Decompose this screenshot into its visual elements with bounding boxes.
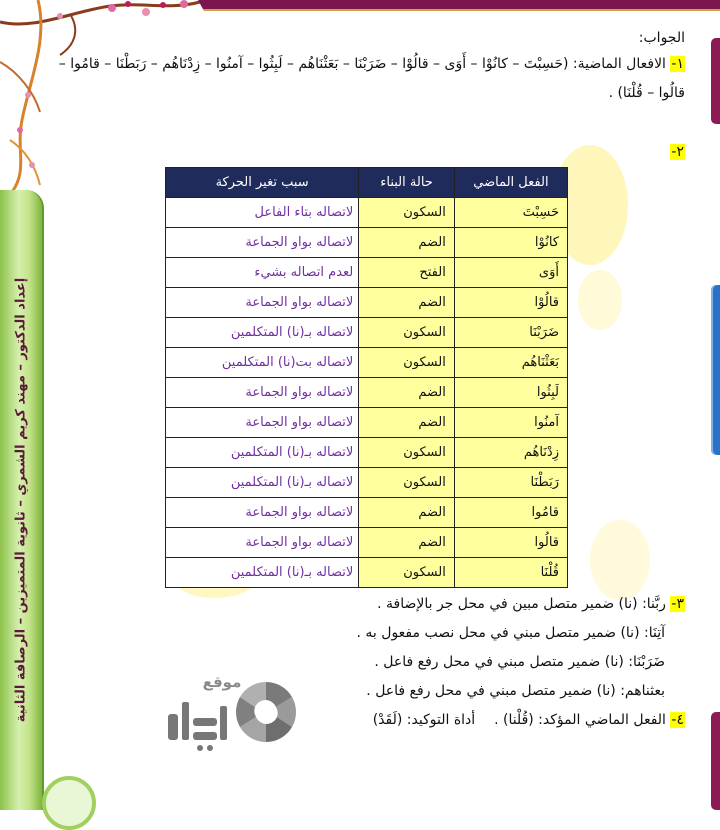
table-header-row bbox=[166, 168, 568, 198]
header-state: حالة البناء bbox=[359, 168, 455, 198]
table-cell-state: السكون bbox=[359, 318, 455, 348]
table-cell-verb: قالُوا bbox=[454, 528, 567, 558]
table-cell-reason: لاتصاله بت(نا) المتكلمين bbox=[166, 348, 359, 378]
table-row bbox=[166, 528, 568, 558]
table-cell-state: السكون bbox=[359, 348, 455, 378]
table-cell-state: السكون bbox=[359, 468, 455, 498]
table-cell-state: الفتح bbox=[359, 258, 455, 288]
table-cell-verb: لَبِثُوا bbox=[454, 378, 567, 408]
table-cell-state: الضم bbox=[359, 498, 455, 528]
table-cell-verb: حَسِبْتَ bbox=[454, 198, 567, 228]
question-2 bbox=[45, 140, 685, 164]
question-1-text: الافعال الماضية: (حَسِبْتَ – كانُوْا – أَوَى – قالُوْا – ضَرَبْنَا – بَعَثْنَاهُم – لَبِثُوا – آمنُوا – زِدْنَاهُم – رَبَطْنَا – قامُوا – قالُوا – قُلْنَا) . bbox=[58, 56, 685, 101]
side-tab-blue bbox=[711, 285, 720, 455]
question-number: ٤- bbox=[671, 712, 684, 728]
credit-banner bbox=[0, 190, 44, 810]
table-cell-reason: لاتصاله بواو الجماعة bbox=[166, 498, 359, 528]
table-cell-verb: زِدْنَاهُم bbox=[454, 438, 567, 468]
table-cell-verb: رَبَطْنَا bbox=[454, 468, 567, 498]
question-3 bbox=[45, 590, 685, 735]
table-row bbox=[166, 258, 568, 288]
circle-badge-icon bbox=[42, 776, 96, 830]
table-cell-verb: ضَرَبْنَا bbox=[454, 318, 567, 348]
question-3-line: آتِنَا: (نا) ضمير متصل مبني في محل نصب مفعول به . bbox=[356, 625, 665, 641]
question-3-line: بعثناهم: (نا) ضمير متصل مبني في محل رفع فاعل . bbox=[366, 683, 665, 699]
table-cell-state: الضم bbox=[359, 378, 455, 408]
table-cell-state: السكون bbox=[359, 558, 455, 588]
question-3-line bbox=[45, 590, 685, 619]
table-cell-reason: لاتصاله بواو الجماعة bbox=[166, 378, 359, 408]
table-cell-verb: قامُوا bbox=[454, 498, 567, 528]
table-cell-verb: أَوَى bbox=[454, 258, 567, 288]
table-cell-state: السكون bbox=[359, 198, 455, 228]
table-cell-reason: لاتصاله بـ(نا) المتكلمين bbox=[166, 318, 359, 348]
question-4-verb: الفعل الماضي المؤكد: (قُلْنا) . bbox=[494, 712, 666, 728]
table-cell-state: السكون bbox=[359, 438, 455, 468]
table-cell-reason: لاتصاله بـ(نا) المتكلمين bbox=[166, 468, 359, 498]
side-tab-magenta bbox=[711, 38, 720, 124]
table-cell-reason: لاتصاله بواو الجماعة bbox=[166, 408, 359, 438]
table-row bbox=[166, 378, 568, 408]
table-row bbox=[166, 498, 568, 528]
table-cell-verb: بَعَثْنَاهُم bbox=[454, 348, 567, 378]
table-cell-reason: لاتصاله بـ(نا) المتكلمين bbox=[166, 438, 359, 468]
header-reason: سبب تغير الحركة bbox=[166, 168, 359, 198]
table-cell-reason: لاتصاله بواو الجماعة bbox=[166, 528, 359, 558]
table-cell-reason: لاتصاله بتاء الفاعل bbox=[166, 198, 359, 228]
table-cell-state: الضم bbox=[359, 228, 455, 258]
table-cell-reason: لعدم اتصاله بشيء bbox=[166, 258, 359, 288]
table-row bbox=[166, 228, 568, 258]
top-accent-band bbox=[198, 0, 720, 11]
verbs-table bbox=[165, 167, 568, 588]
logo-wordmark-shape bbox=[168, 702, 227, 751]
table-row bbox=[166, 348, 568, 378]
site-logo bbox=[160, 662, 300, 752]
table-cell-state: الضم bbox=[359, 408, 455, 438]
side-tab-magenta-bottom bbox=[711, 712, 720, 810]
header-verb: الفعل الماضي bbox=[454, 168, 567, 198]
question-4-tool: أداة التوكيد: (لَقَدْ) bbox=[372, 712, 476, 728]
table-row bbox=[166, 318, 568, 348]
table-cell-verb: قالُوْا bbox=[454, 288, 567, 318]
table-row bbox=[166, 438, 568, 468]
table-row bbox=[166, 288, 568, 318]
spiral-logo-icon bbox=[236, 682, 296, 742]
table-cell-verb: كانُوْا bbox=[454, 228, 567, 258]
table-row bbox=[166, 558, 568, 588]
question-number: ٢- bbox=[671, 144, 684, 160]
table-cell-reason: لاتصاله بواو الجماعة bbox=[166, 228, 359, 258]
question-1 bbox=[45, 50, 685, 108]
table-row bbox=[166, 198, 568, 228]
table-row bbox=[166, 408, 568, 438]
logo-text: موقع bbox=[202, 673, 242, 691]
answer-label: الجواب: bbox=[638, 30, 685, 46]
question-number: ٣- bbox=[671, 596, 684, 612]
table-cell-verb: قُلْنَا bbox=[454, 558, 567, 588]
table-row bbox=[166, 468, 568, 498]
author-credit: إعداد الدكتور – مهند كريم الشمري – ثانوية المتميزين – الرصافة الثانية bbox=[13, 277, 29, 723]
question-number: ١- bbox=[671, 56, 684, 72]
question-3-line-text: ربَّنا: (نا) ضمير متصل مبين في محل جر بالإضافة . bbox=[377, 596, 666, 612]
table-cell-reason: لاتصاله بواو الجماعة bbox=[166, 288, 359, 318]
question-3-line: ضَرَبْنَا: (نا) ضمير متصل مبني في محل رفع فاعل . bbox=[374, 654, 665, 670]
question-4 bbox=[45, 706, 685, 735]
table-cell-reason: لاتصاله بـ(نا) المتكلمين bbox=[166, 558, 359, 588]
table-cell-state: الضم bbox=[359, 528, 455, 558]
table-cell-verb: آمنُوا bbox=[454, 408, 567, 438]
table-cell-state: الضم bbox=[359, 288, 455, 318]
